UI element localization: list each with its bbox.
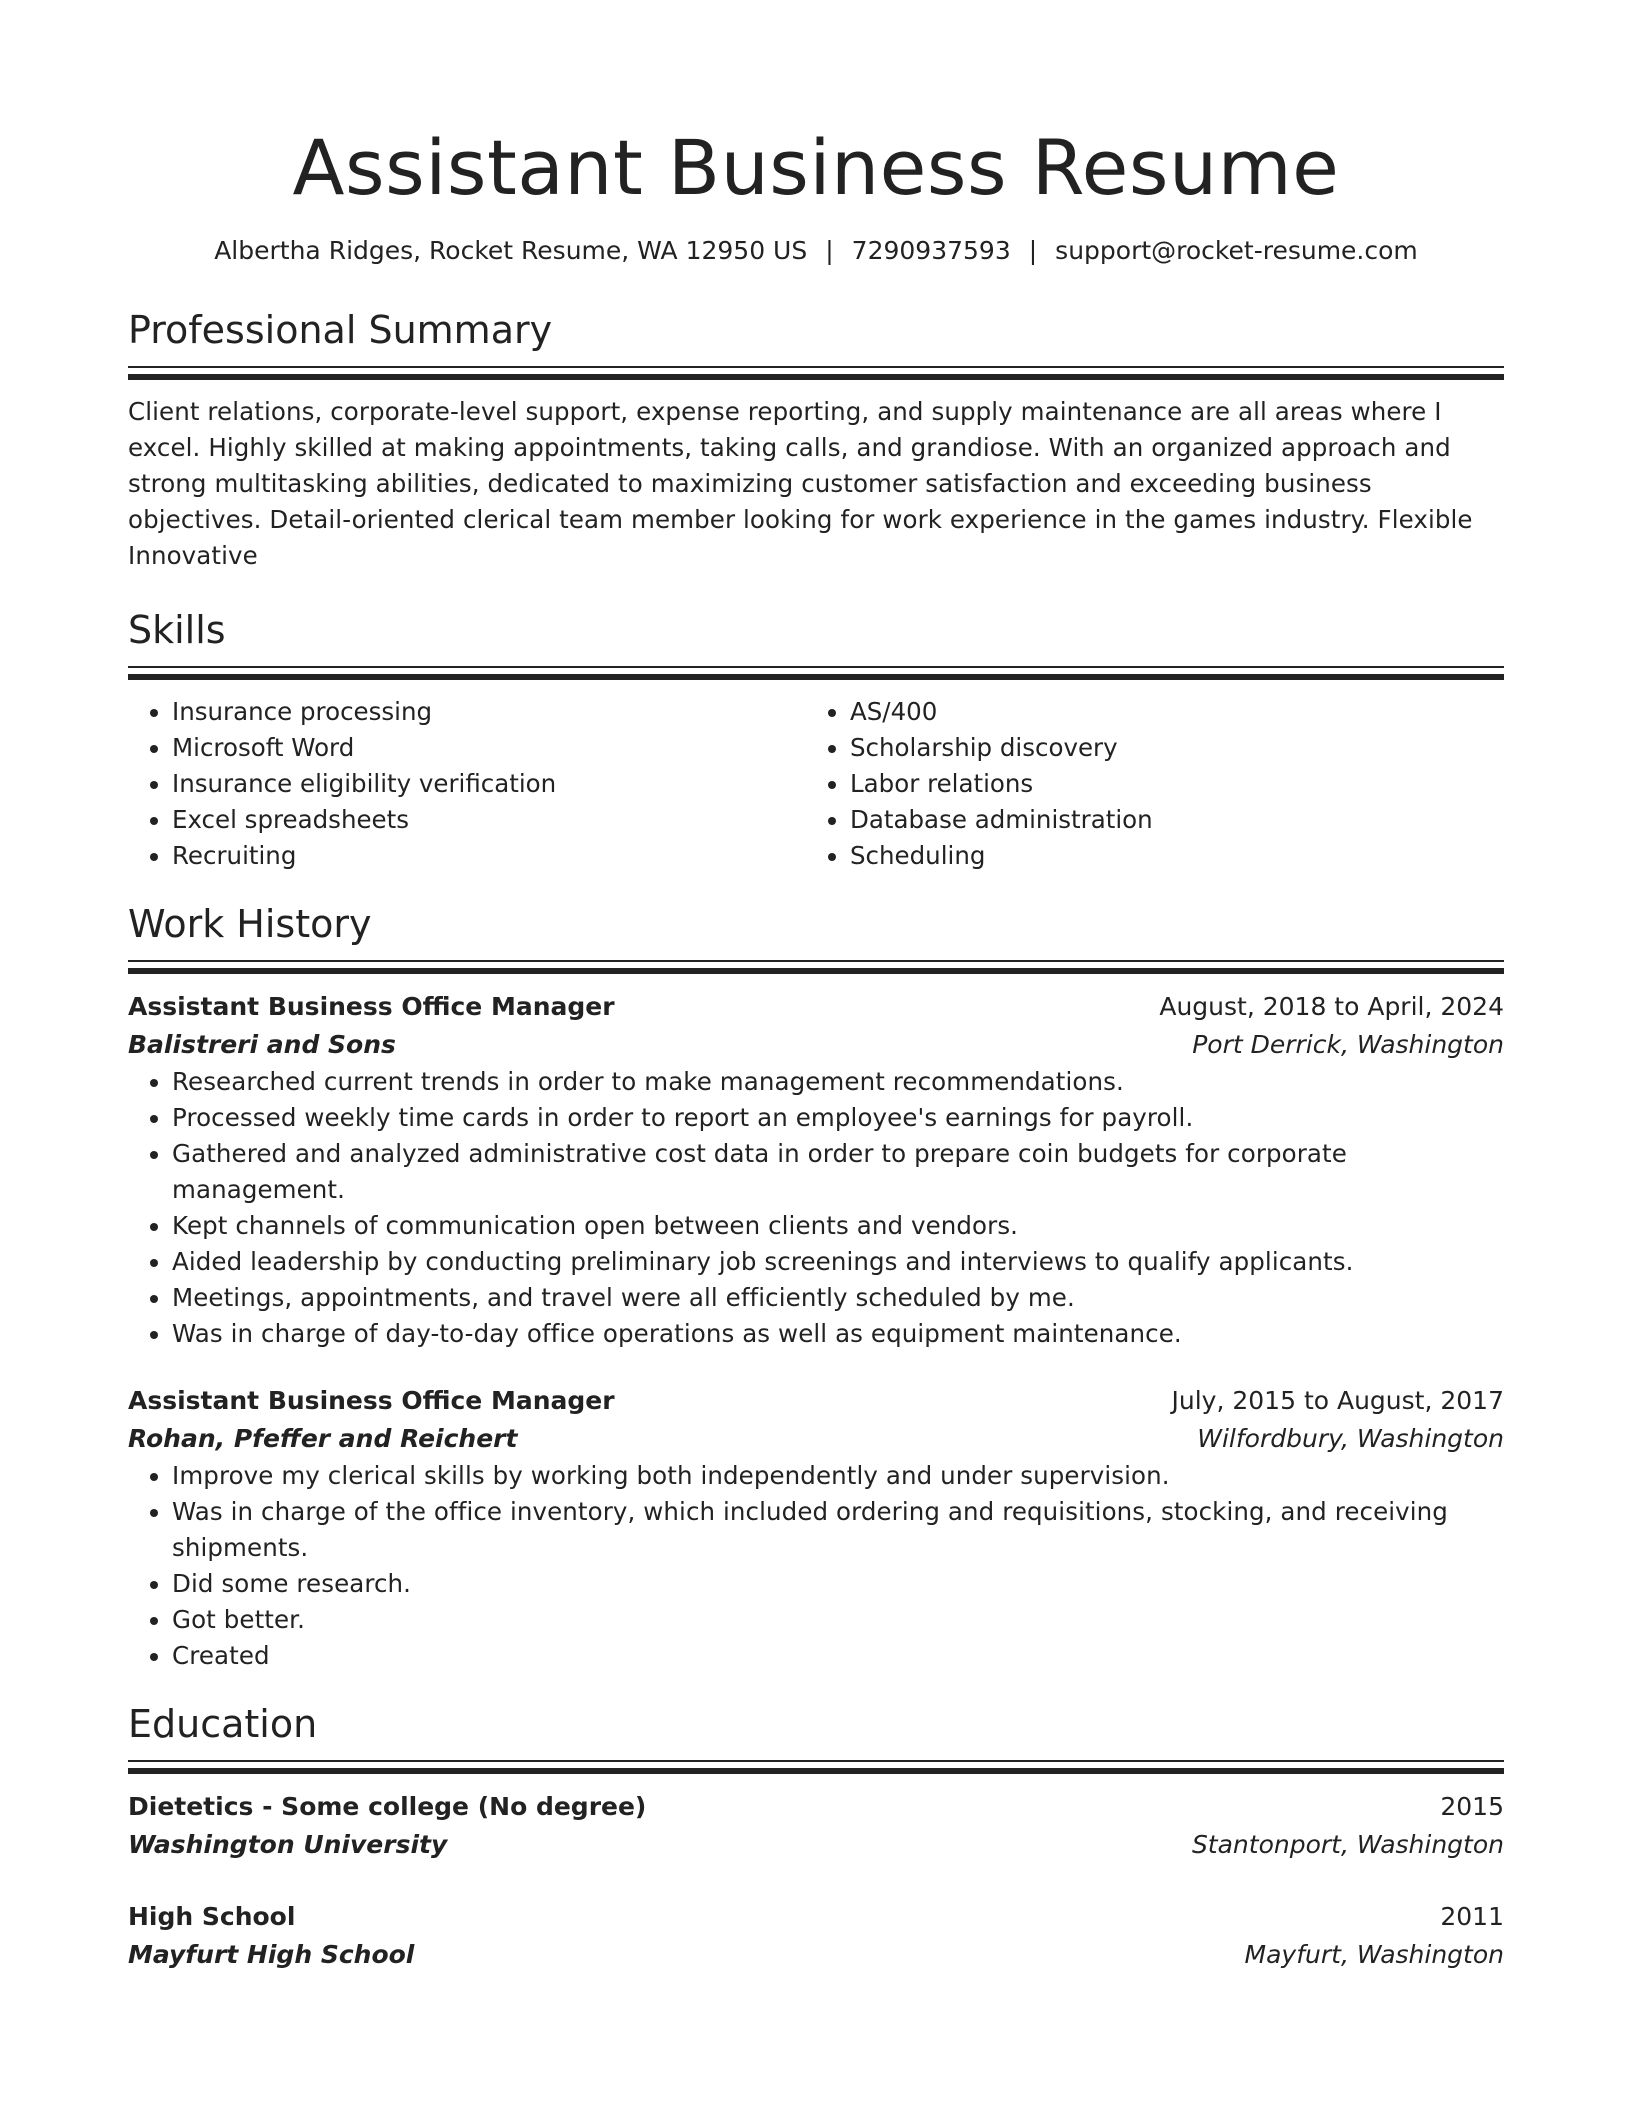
job-duty: • Created (172, 1638, 1504, 1674)
job-duty: • Got better. (172, 1602, 1504, 1638)
job-entry (128, 1382, 1504, 1674)
job-duty: • Meetings, appointments, and travel were all efficiently scheduled by me. (172, 1280, 1504, 1316)
job-dates: July, 2015 to August, 2017 (1171, 1386, 1504, 1415)
summary-text: Client relations, corporate-level support, expense reporting, and supply maintenance are all areas where I excel. Highly skilled at making appointments, taking calls, and grandiose. With an organized approach and strong multitasking abilities, dedicated to maximizing customer satisfaction and exceeding business objectives. Detail-oriented clerical team member looking for work experience in the games industry. Flexible Innovative (128, 397, 1473, 570)
education-location: Mayfurt, Washington (1244, 1940, 1504, 1969)
section-divider (128, 960, 1504, 974)
job-duties-list (128, 1064, 1504, 1352)
job-company: Balistreri and Sons (128, 1030, 396, 1059)
education-entry (128, 1898, 1504, 1974)
job-duty: • Did some research. (172, 1566, 1504, 1602)
job-dates: August, 2018 to April, 2024 (1159, 992, 1504, 1021)
contact-email: support@rocket-resume.com (1055, 236, 1418, 265)
job-duty: • Kept channels of communication open between clients and vendors. (172, 1208, 1504, 1244)
education-entry (128, 1788, 1504, 1864)
contact-separator: | (825, 236, 834, 265)
job-duty: • Was in charge of day-to-day office operations as well as equipment maintenance. (172, 1316, 1504, 1352)
resume-title: Assistant Business Resume (292, 123, 1340, 212)
contact-address: Albertha Ridges, Rocket Resume, WA 12950 US (214, 236, 808, 265)
skills-list-left (128, 694, 806, 874)
job-company: Rohan, Pfeffer and Reichert (128, 1424, 518, 1453)
work-history-heading: Work History (128, 902, 372, 946)
education-school: Washington University (128, 1830, 448, 1859)
education-section (128, 1700, 1504, 1974)
skill-item: • AS/400 (850, 694, 1484, 730)
job-title: Assistant Business Office Manager (128, 992, 615, 1021)
education-degree: High School (128, 1902, 296, 1931)
skills-columns (128, 694, 1504, 874)
job-duty: • Gathered and analyzed administrative cost data in order to prepare coin budgets for corporate management. (172, 1136, 1504, 1208)
section-divider (128, 1760, 1504, 1774)
skill-item: • Insurance processing (172, 694, 806, 730)
skill-item: • Insurance eligibility verification (172, 766, 806, 802)
job-duties-list (128, 1458, 1504, 1674)
education-year: 2011 (1440, 1902, 1504, 1931)
work-history-section (128, 900, 1504, 1674)
contact-phone: 7290937593 (851, 236, 1011, 265)
education-degree: Dietetics - Some college (No degree) (128, 1792, 647, 1821)
section-divider (128, 366, 1504, 380)
skill-item: • Recruiting (172, 838, 806, 874)
contact-separator: | (1028, 236, 1038, 265)
contact-line (128, 234, 1504, 268)
skill-item: • Microsoft Word (172, 730, 806, 766)
education-location: Stantonport, Washington (1191, 1830, 1504, 1859)
section-divider (128, 666, 1504, 680)
job-location: Port Derrick, Washington (1192, 1030, 1504, 1059)
skill-item: • Scholarship discovery (850, 730, 1484, 766)
resume-page (128, 0, 1504, 1974)
skill-item: • Scheduling (850, 838, 1484, 874)
job-location: Wilfordbury, Washington (1197, 1424, 1504, 1453)
job-entry (128, 988, 1504, 1352)
skill-item: • Database administration (850, 802, 1484, 838)
job-duty: • Processed weekly time cards in order to report an employee's earnings for payroll. (172, 1100, 1504, 1136)
education-heading: Education (128, 1702, 318, 1746)
education-school: Mayfurt High School (128, 1940, 415, 1969)
job-duty: • Improve my clerical skills by working both independently and under supervision. (172, 1458, 1504, 1494)
skill-item: • Labor relations (850, 766, 1484, 802)
job-title: Assistant Business Office Manager (128, 1386, 615, 1415)
education-year: 2015 (1440, 1792, 1504, 1821)
job-duty: • Aided leadership by conducting preliminary job screenings and interviews to qualify applicants. (172, 1244, 1504, 1280)
job-duty: • Researched current trends in order to make management recommendations. (172, 1064, 1504, 1100)
skills-list-right (806, 694, 1484, 874)
skills-section (128, 606, 1504, 874)
summary-heading: Professional Summary (128, 308, 553, 352)
summary-section (128, 306, 1504, 574)
job-duty: • Was in charge of the office inventory, which included ordering and requisitions, stocking, and receiving shipments. (172, 1494, 1504, 1566)
skills-heading: Skills (128, 608, 226, 652)
skill-item: • Excel spreadsheets (172, 802, 806, 838)
